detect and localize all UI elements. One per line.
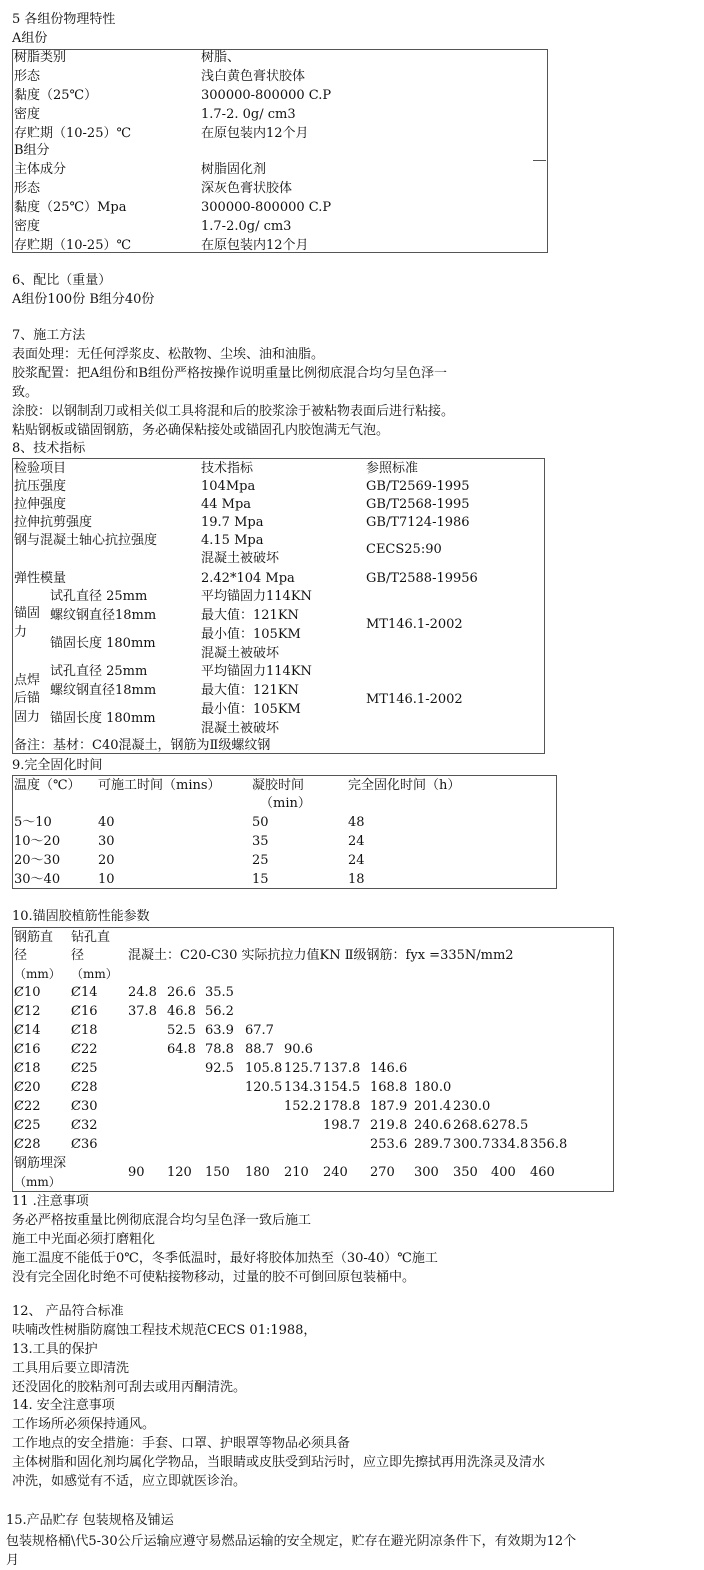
property-name: 黏度（25℃）	[14, 88, 98, 103]
column-header: 凝胶时间	[252, 778, 305, 793]
column-header: 完全固化时间（h）	[348, 778, 461, 793]
column-header: 参照标准	[366, 461, 419, 476]
hole-diameter: Ȼ32	[71, 1118, 98, 1133]
depth-label: 钢筋埋深	[14, 1156, 67, 1171]
spec-value: 44 Mpa	[201, 497, 252, 512]
spec-standard: GB/T2568-1995	[366, 497, 470, 512]
pullout-value: 52.5	[167, 1023, 196, 1038]
method-line: 胶浆配置：把A组份和B组份严格按操作说明重量比例彻底混合均匀呈色泽一	[12, 366, 447, 381]
depth-value: 270	[370, 1165, 395, 1180]
column-header: 径	[71, 948, 85, 963]
depth-label: （mm）	[14, 1175, 61, 1189]
column-header: 温度（℃）	[14, 778, 81, 793]
spec-value: 混凝土被破坏	[201, 551, 280, 566]
cure-cell: 35	[252, 834, 269, 849]
rebar-diameter: Ȼ14	[14, 1023, 41, 1038]
standard-text: 呋喃改性树脂防腐蚀工程技术规范CECS 01:1988，	[12, 1323, 317, 1338]
pullout-value: 92.5	[205, 1061, 234, 1076]
pullout-value: 300.7	[453, 1137, 491, 1152]
cure-cell: 20	[98, 853, 115, 868]
anchor-sub: 试孔直径 25mm	[50, 664, 148, 679]
pullout-value: 268.6	[453, 1118, 491, 1133]
storage-line: 月	[6, 1553, 20, 1568]
tool-line: 工具用后要立即清洗	[12, 1361, 130, 1376]
depth-value: 300	[414, 1165, 439, 1180]
pullout-value: 230.0	[453, 1099, 491, 1114]
depth-value: 240	[323, 1165, 348, 1180]
pullout-value: 137.8	[323, 1061, 361, 1076]
spec-standard: CECS25:90	[366, 542, 442, 557]
pullout-value: 278.5	[491, 1118, 529, 1133]
anchor-label: 固力	[14, 710, 41, 725]
rebar-diameter: Ȼ10	[14, 985, 41, 1000]
pullout-value: 334.8	[491, 1137, 529, 1152]
anchor-value: 混凝土被破坏	[201, 646, 280, 661]
property-value: 浅白黄色膏状胶体	[201, 69, 306, 84]
pullout-value: 219.8	[370, 1118, 408, 1133]
column-header: 可施工时间（mins）	[98, 778, 221, 793]
hole-diameter: Ȼ30	[71, 1099, 98, 1114]
column-header: （min）	[260, 796, 311, 811]
column-header: 技术指标	[201, 461, 254, 476]
property-value: 在原包装内12个月	[201, 126, 309, 141]
cure-cell: 10～20	[14, 834, 61, 849]
spec-value: 104Mpa	[201, 479, 256, 494]
method-line: 涂胶：以钢制刮刀或相关似工具将混和后的胶浆涂于被粘物表面后进行粘接。	[12, 404, 455, 419]
property-name: 形态	[14, 69, 41, 84]
ratio-text: A组份100份 B组分40份	[12, 292, 155, 307]
cure-cell: 18	[348, 872, 365, 887]
spec-value: 4.15 Mpa	[201, 533, 264, 548]
pullout-value: 78.8	[205, 1042, 234, 1057]
notice-line: 施工温度不能低于0℃，冬季低温时，最好将胶体加热至（30-40）℃施工	[12, 1251, 438, 1266]
notice-line: 务必严格按重量比例彻底混合均匀呈色泽一致后施工	[12, 1213, 312, 1228]
anchor-label: 点焊	[14, 673, 41, 688]
section-title: 6、配比（重量）	[12, 273, 112, 288]
section-title: 15.产品贮存 包装规格及铺运	[6, 1513, 174, 1528]
pullout-value: 63.9	[205, 1023, 234, 1038]
column-header: 检验项目	[14, 461, 67, 476]
rebar-diameter: Ȼ18	[14, 1061, 41, 1076]
property-value: 树脂固化剂	[201, 162, 267, 177]
spec-name: 拉伸强度	[14, 497, 67, 512]
column-header: 钢筋直	[14, 930, 54, 945]
pullout-value: 120.5	[245, 1080, 283, 1095]
section-title: 14. 安全注意事项	[12, 1398, 115, 1413]
column-header: 混凝土：C20-C30 实际抗拉力值KN Ⅱ级钢筋：fyx =335N/mm2	[128, 948, 514, 963]
anchor-label: 后锚	[14, 691, 41, 706]
pullout-value: 146.6	[370, 1061, 408, 1076]
pullout-value: 240.6	[414, 1118, 452, 1133]
pullout-value: 356.8	[530, 1137, 568, 1152]
anchor-standard: MT146.1-2002	[366, 692, 463, 707]
anchor-value: 最小值：105KM	[201, 702, 301, 717]
hole-diameter: Ȼ16	[71, 1004, 98, 1019]
section-title: 9.完全固化时间	[12, 758, 103, 773]
pullout-value: 35.5	[205, 985, 234, 1000]
property-name: 密度	[14, 219, 41, 234]
section-title: 10.锚固胶植筋性能参数	[12, 909, 150, 924]
cure-cell: 5～10	[14, 815, 52, 830]
notice-line: 没有完全固化时绝不可使粘接物移动，过量的胶不可倒回原包装桶中。	[12, 1270, 416, 1285]
property-value: 300000-800000 C.P	[201, 88, 332, 103]
pullout-value: 26.6	[167, 985, 196, 1000]
pullout-value: 180.0	[414, 1080, 452, 1095]
pullout-value: 105.8	[245, 1061, 283, 1076]
divider	[533, 160, 546, 161]
pullout-value: 289.7	[414, 1137, 452, 1152]
spec-value: 2.42*104 Mpa	[201, 571, 295, 586]
depth-value: 180	[245, 1165, 270, 1180]
cure-cell: 20～30	[14, 853, 61, 868]
subsection-title: A组份	[12, 31, 48, 46]
pullout-value: 88.7	[245, 1042, 274, 1057]
rebar-diameter: Ȼ16	[14, 1042, 41, 1057]
cure-cell: 25	[252, 853, 269, 868]
rebar-diameter: Ȼ22	[14, 1099, 41, 1114]
depth-value: 90	[128, 1165, 145, 1180]
section-title: 13.工具的保护	[12, 1342, 98, 1357]
cure-cell: 40	[98, 815, 115, 830]
cure-cell: 50	[252, 815, 269, 830]
pullout-value: 201.4	[414, 1099, 452, 1114]
hole-diameter: Ȼ22	[71, 1042, 98, 1057]
pullout-value: 198.7	[323, 1118, 361, 1133]
cure-cell: 30	[98, 834, 115, 849]
pullout-value: 67.7	[245, 1023, 274, 1038]
anchor-value: 最小值：105KM	[201, 627, 301, 642]
hole-diameter: Ȼ28	[71, 1080, 98, 1095]
column-header: 钻孔直	[71, 930, 111, 945]
anchor-sub: 锚固长度 180mm	[50, 711, 156, 726]
pullout-value: 24.8	[128, 985, 157, 1000]
anchor-sub: 螺纹钢直径18mm	[50, 683, 157, 698]
rebar-diameter: Ȼ25	[14, 1118, 41, 1133]
pullout-value: 56.2	[205, 1004, 234, 1019]
notice-line: 施工中光面必须打磨粗化	[12, 1232, 156, 1247]
property-name: 存贮期（10-25）℃	[14, 238, 132, 253]
safety-line: 工作场所必须保持通风。	[12, 1417, 156, 1432]
pullout-value: 253.6	[370, 1137, 408, 1152]
property-value: 在原包装内12个月	[201, 238, 309, 253]
anchor-value: 平均锚固力114KN	[201, 589, 312, 604]
anchor-value: 混凝土被破坏	[201, 721, 280, 736]
depth-value: 350	[453, 1165, 478, 1180]
anchor-value: 最大值：121KN	[201, 683, 299, 698]
property-name: 形态	[14, 181, 41, 196]
property-value: 深灰色膏状胶体	[201, 181, 293, 196]
anchor-sub: 锚固长度 180mm	[50, 636, 156, 651]
cure-cell: 30～40	[14, 872, 61, 887]
pullout-value: 187.9	[370, 1099, 408, 1114]
cure-cell: 24	[348, 834, 365, 849]
safety-line: 主体树脂和固化剂均属化学物品，当眼睛或皮肤受到玷污时，应立即先擦拭再用洗涤灵及清水	[12, 1455, 546, 1470]
depth-value: 150	[205, 1165, 230, 1180]
pullout-value: 125.7	[284, 1061, 322, 1076]
pullout-value: 90.6	[284, 1042, 313, 1057]
anchor-label: 力	[14, 625, 28, 640]
depth-value: 210	[284, 1165, 309, 1180]
anchor-standard: MT146.1-2002	[366, 617, 463, 632]
property-name: 密度	[14, 107, 41, 122]
column-header: （mm）	[14, 967, 61, 981]
section-title: 8、技术指标	[12, 441, 86, 456]
section-title: 5 各组份物理特性	[12, 12, 116, 27]
section-title: 11 .注意事项	[12, 1194, 89, 1209]
spec-standard: GB/T7124-1986	[366, 515, 470, 530]
cure-cell: 48	[348, 815, 365, 830]
spec-name: 钢与混凝土轴心抗拉强度	[14, 533, 158, 548]
rebar-diameter: Ȼ12	[14, 1004, 41, 1019]
tool-line: 还没固化的胶粘剂可刮去或用丙酮清洗。	[12, 1380, 247, 1395]
pullout-value: 134.3	[284, 1080, 322, 1095]
hole-diameter: Ȼ18	[71, 1023, 98, 1038]
pullout-value: 178.8	[323, 1099, 361, 1114]
pullout-value: 64.8	[167, 1042, 196, 1057]
spec-standard: GB/T2569-1995	[366, 479, 470, 494]
remark: 备注：基材：C40混凝土，钢筋为Ⅱ级螺纹钢	[14, 738, 271, 753]
property-value: 树脂、	[201, 50, 241, 65]
cure-cell: 24	[348, 853, 365, 868]
cure-cell: 15	[252, 872, 269, 887]
property-name: 主体成分	[14, 162, 67, 177]
method-line: 表面处理：无任何浮浆皮、松散物、尘埃、油和油脂。	[12, 347, 325, 362]
pullout-value: 154.5	[323, 1080, 361, 1095]
method-line: 粘贴钢板或锚固钢筋，务必确保粘接处或锚固孔内胶饱满无气泡。	[12, 423, 390, 438]
depth-value: 400	[491, 1165, 516, 1180]
hole-diameter: Ȼ36	[71, 1137, 98, 1152]
property-value: 1.7-2.0g/ cm3	[201, 219, 292, 234]
rebar-diameter: Ȼ20	[14, 1080, 41, 1095]
depth-value: 120	[167, 1165, 192, 1180]
spec-name: 拉伸抗剪强度	[14, 515, 93, 530]
method-line: 致。	[12, 385, 39, 400]
subsection-title: B组分	[14, 143, 50, 158]
property-name: 存贮期（10-25）℃	[14, 126, 132, 141]
rebar-diameter: Ȼ28	[14, 1137, 41, 1152]
spec-name: 弹性模量	[14, 571, 67, 586]
spec-name: 抗压强度	[14, 479, 67, 494]
anchor-value: 最大值：121KN	[201, 608, 299, 623]
column-header: （mm）	[71, 967, 118, 981]
safety-line: 工作地点的安全措施：手套、口罩、护眼罩等物品必须具备	[12, 1436, 351, 1451]
pullout-value: 168.8	[370, 1080, 408, 1095]
column-header: 径	[14, 948, 28, 963]
spec-value: 19.7 Mpa	[201, 515, 264, 530]
hole-diameter: Ȼ14	[71, 985, 98, 1000]
anchor-sub: 螺纹钢直径18mm	[50, 608, 157, 623]
property-value: 1.7-2. 0g/ cm3	[201, 107, 296, 122]
depth-value: 460	[530, 1165, 555, 1180]
pullout-value: 152.2	[284, 1099, 322, 1114]
pullout-value: 46.8	[167, 1004, 196, 1019]
anchor-sub: 试孔直径 25mm	[50, 589, 148, 604]
storage-line: 包装规格桶\代5-30公斤运输应遵守易燃品运输的安全规定，贮存在避光阴凉条件下，有效期为12个	[6, 1534, 577, 1549]
anchor-label: 锚固	[14, 606, 41, 621]
cure-cell: 10	[98, 872, 115, 887]
anchor-value: 平均锚固力114KN	[201, 664, 312, 679]
section-title: 12、 产品符合标准	[12, 1304, 124, 1319]
property-name: 树脂类别	[14, 50, 67, 65]
property-value: 300000-800000 C.P	[201, 200, 332, 215]
hole-diameter: Ȼ25	[71, 1061, 98, 1076]
property-name: 黏度（25℃）Mpa	[14, 200, 127, 215]
safety-line: 冲洗，如感觉有不适，应立即就医诊治。	[12, 1474, 247, 1489]
pullout-value: 37.8	[128, 1004, 157, 1019]
section-title: 7、施工方法	[12, 328, 86, 343]
spec-standard: GB/T2588-19956	[366, 571, 478, 586]
